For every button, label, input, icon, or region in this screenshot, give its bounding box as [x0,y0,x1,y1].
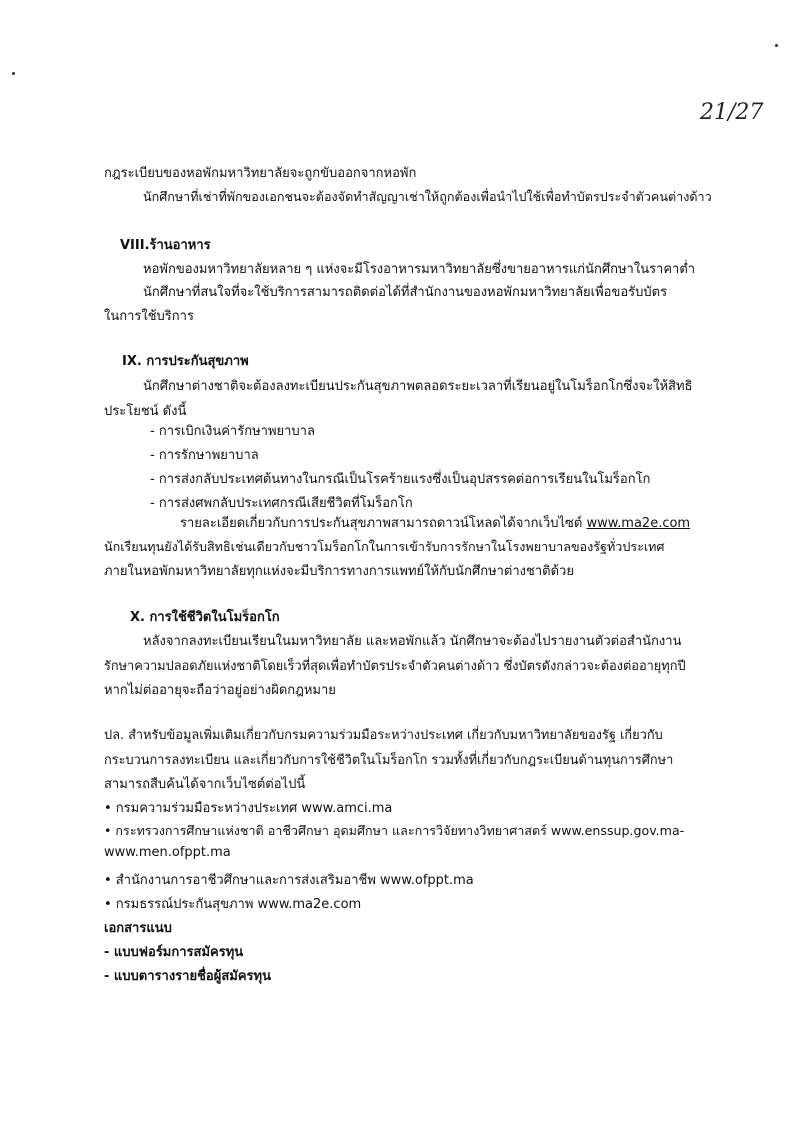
page-number: 21/27 [700,100,764,125]
postscript-line-1: ปล. สำหรับข้อมูลเพิ่มเติมเกี่ยวกับกรมความร่วมมือระหว่างประเทศ เกี่ยวกับมหาวิทยาลัยของรัฐ เกี่ยวกับ [104,728,663,743]
website-bullet-continuation: www.men.ofppt.ma [104,845,231,860]
attachment-item: - แบบตารางรายชื่อผู้สมัครทุน [104,969,271,984]
section-heading-restaurants: VIII.ร้านอาหาร [120,238,211,253]
scan-speck [12,72,15,75]
section9-line-2: ประโยชน์ ดังนี้ [104,404,187,419]
website-bullet: • กรมธรรณ์ประกันสุขภาพ www.ma2e.com [104,897,362,912]
postscript-line-2: กระบวนการลงทะเบียน และเกี่ยวกับการใช้ชีวิตในโมร็อกโก รวมทั้งที่เกี่ยวกับกฎระเบียนด้านทุนการศึกษา [104,753,674,768]
section10-line-3: หากไม่ต่ออายุจะถือว่าอยู่อย่างผิดกฎหมาย [104,683,336,698]
section9-line-3: นักเรียนทุนยังได้รับสิทธิเช่นเดียวกับชาวโมร็อกโกในการเข้ารับการรักษาในโรงพยาบาลของรัฐทั่วประเทศ [104,539,665,554]
section8-line-1: หอพักของมหาวิทยาลัยหลาย ๆ แห่งจะมีโรงอาหารมหาวิทยาลัยซึ่งขายอาหารแก่นักศึกษาในราคาต่ำ [143,262,696,277]
attachments-heading: เอกสารแนบ [104,921,172,936]
section9-detail [180,512,690,533]
list-item: - การรักษาพยาบาล [150,448,259,463]
section9-line-4: ภายในหอพักมหาวิทยาลัยทุกแห่งจะมีบริการทางการแพทย์ให้กับนักศึกษาต่างชาติด้วย [104,564,574,579]
website-bullet: • กรมความร่วมมือระหว่างประเทศ www.amci.ma [104,801,393,816]
section9-detail-text: รายละเอียดเกี่ยวกับการประกันสุขภาพสามารถดาวน์โหลดได้จากเว็บไซต์ [180,516,587,531]
section-heading-health-insurance: IX. การประกันสุขภาพ [122,354,249,369]
section8-line-2: นักศึกษาที่สนใจที่จะใช้บริการสามารถติดต่อได้ที่สำนักงานของหอพักมหาวิทยาลัยเพื่อขอรับบัตร [143,285,668,300]
list-item: - การส่งศพกลับประเทศกรณีเสียชีวิตที่โมร็อกโก [150,496,413,511]
list-item: - การส่งกลับประเทศต้นทางในกรณีเป็นโรคร้ายแรงซึ่งเป็นอุปสรรคต่อการเรียนในโมร็อกโก [150,472,651,487]
intro-line-2: นักศึกษาที่เช่าที่พักของเอกชนจะต้องจัดทำสัญญาเช่าให้ถูกต้องเพื่อนำไปใช้เพื่อทำบัตรประจำตัวคนต่างด้าว [143,189,712,204]
section-heading-living-in-morocco: X. การใช้ชีวิตในโมร็อกโก [130,610,280,625]
list-item: - การเบิกเงินค่ารักษาพยาบาล [150,424,315,439]
section9-line-1: นักศึกษาต่างชาติจะต้องลงทะเบียนประกันสุขภาพตลอดระยะเวลาที่เรียนอยู่ในโมร็อกโกซึ่งจะให้สิทธิ [143,379,693,394]
section10-line-2: รักษาความปลอดภัยแห่งชาติโดยเร็วที่สุดเพื่อทำบัตรประจำตัวคนต่างด้าว ซึ่งบัตรดังกล่าวจะต้องต่ออายุทุกปี [104,659,686,674]
intro-line-1: กฎระเบียบของหอพักมหาวิทยาลัยจะถูกขับออกจากหอพัก [104,166,417,181]
postscript-line-3: สามารถสืบค้นได้จากเว็บไซต์ต่อไปนี้ [104,777,306,792]
website-bullet: • สำนักงานการอาชีวศึกษาและการส่งเสริมอาชีพ www.ofppt.ma [104,873,474,888]
section10-line-1: หลังจากลงทะเบียนเรียนในมหาวิทยาลัย และหอพักแล้ว นักศึกษาจะต้องไปรายงานตัวต่อสำนักงาน [143,634,682,649]
scan-speck [775,44,778,47]
website-bullet: • กระทรวงการศึกษาแห่งชาติ อาชีวศึกษา อุดมศึกษา และการวิจัยทางวิทยาศาสตร์ www.enssup.gov.ma- [104,823,685,838]
section8-line-3: ในการใช้บริการ [104,309,194,324]
attachment-item: - แบบฟอร์มการสมัครทุน [104,945,244,960]
ma2e-link[interactable]: www.ma2e.com [586,516,691,531]
